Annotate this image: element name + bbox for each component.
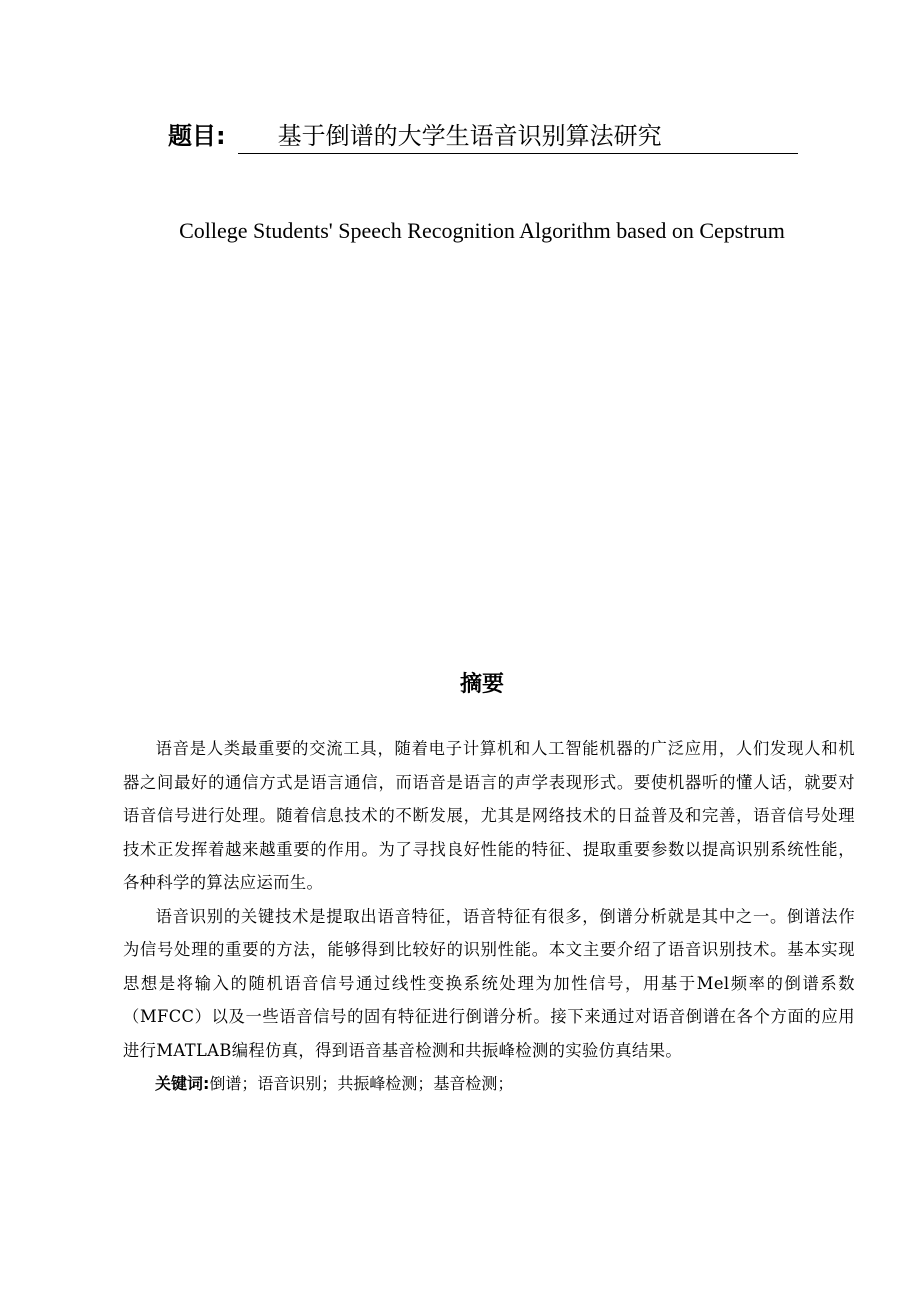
abstract-paragraph-2: 语音识别的关键技术是提取出语音特征，语音特征有很多，倒谱分析就是其中之一。倒谱法作为信号处理的重要的方法，能够得到比较好的识别性能。本文主要介绍了语音识别技术。基本实现思想是将输入的随机语音信号通过线性变换系统处理为加性信号，用基于Mel频率的倒谱系数（MFCC）以及一些语音信号的固有特征进行倒谱分析。接下来通过对语音倒谱在各个方面的应用进行MATLAB编程仿真，得到语音基音检测和共振峰检测的实验仿真结果。 <box>123 906 855 1060</box>
thesis-title: 基于倒谱的大学生语音识别算法研究 <box>238 119 798 154</box>
keywords-label: 关键词: <box>155 1074 210 1093</box>
abstract-body <box>123 732 855 1101</box>
abstract-paragraph-1: 语音是人类最重要的交流工具，随着电子计算机和人工智能机器的广泛应用，人们发现人和机器之间最好的通信方式是语言通信，而语音是语言的声学表现形式。要使机器听的懂人话，就要对语音信号进行处理。随着信息技术的不断发展，尤其是网络技术的日益普及和完善，语音信号处理技术正发挥着越来越重要的作用。为了寻找良好性能的特征、提取重要参数以提高识别系统性能，各种科学的算法应运而生。 <box>123 739 855 892</box>
abstract-heading: 摘要 <box>459 672 504 697</box>
title-label: 题目: <box>168 122 226 150</box>
title-row <box>168 114 798 154</box>
keywords-value: 倒谱；语音识别；共振峰检测；基音检测； <box>209 1074 514 1093</box>
keywords-line <box>123 1067 855 1101</box>
english-title: College Students' Speech Recognition Algorithm based on Cepstrum <box>179 218 785 243</box>
